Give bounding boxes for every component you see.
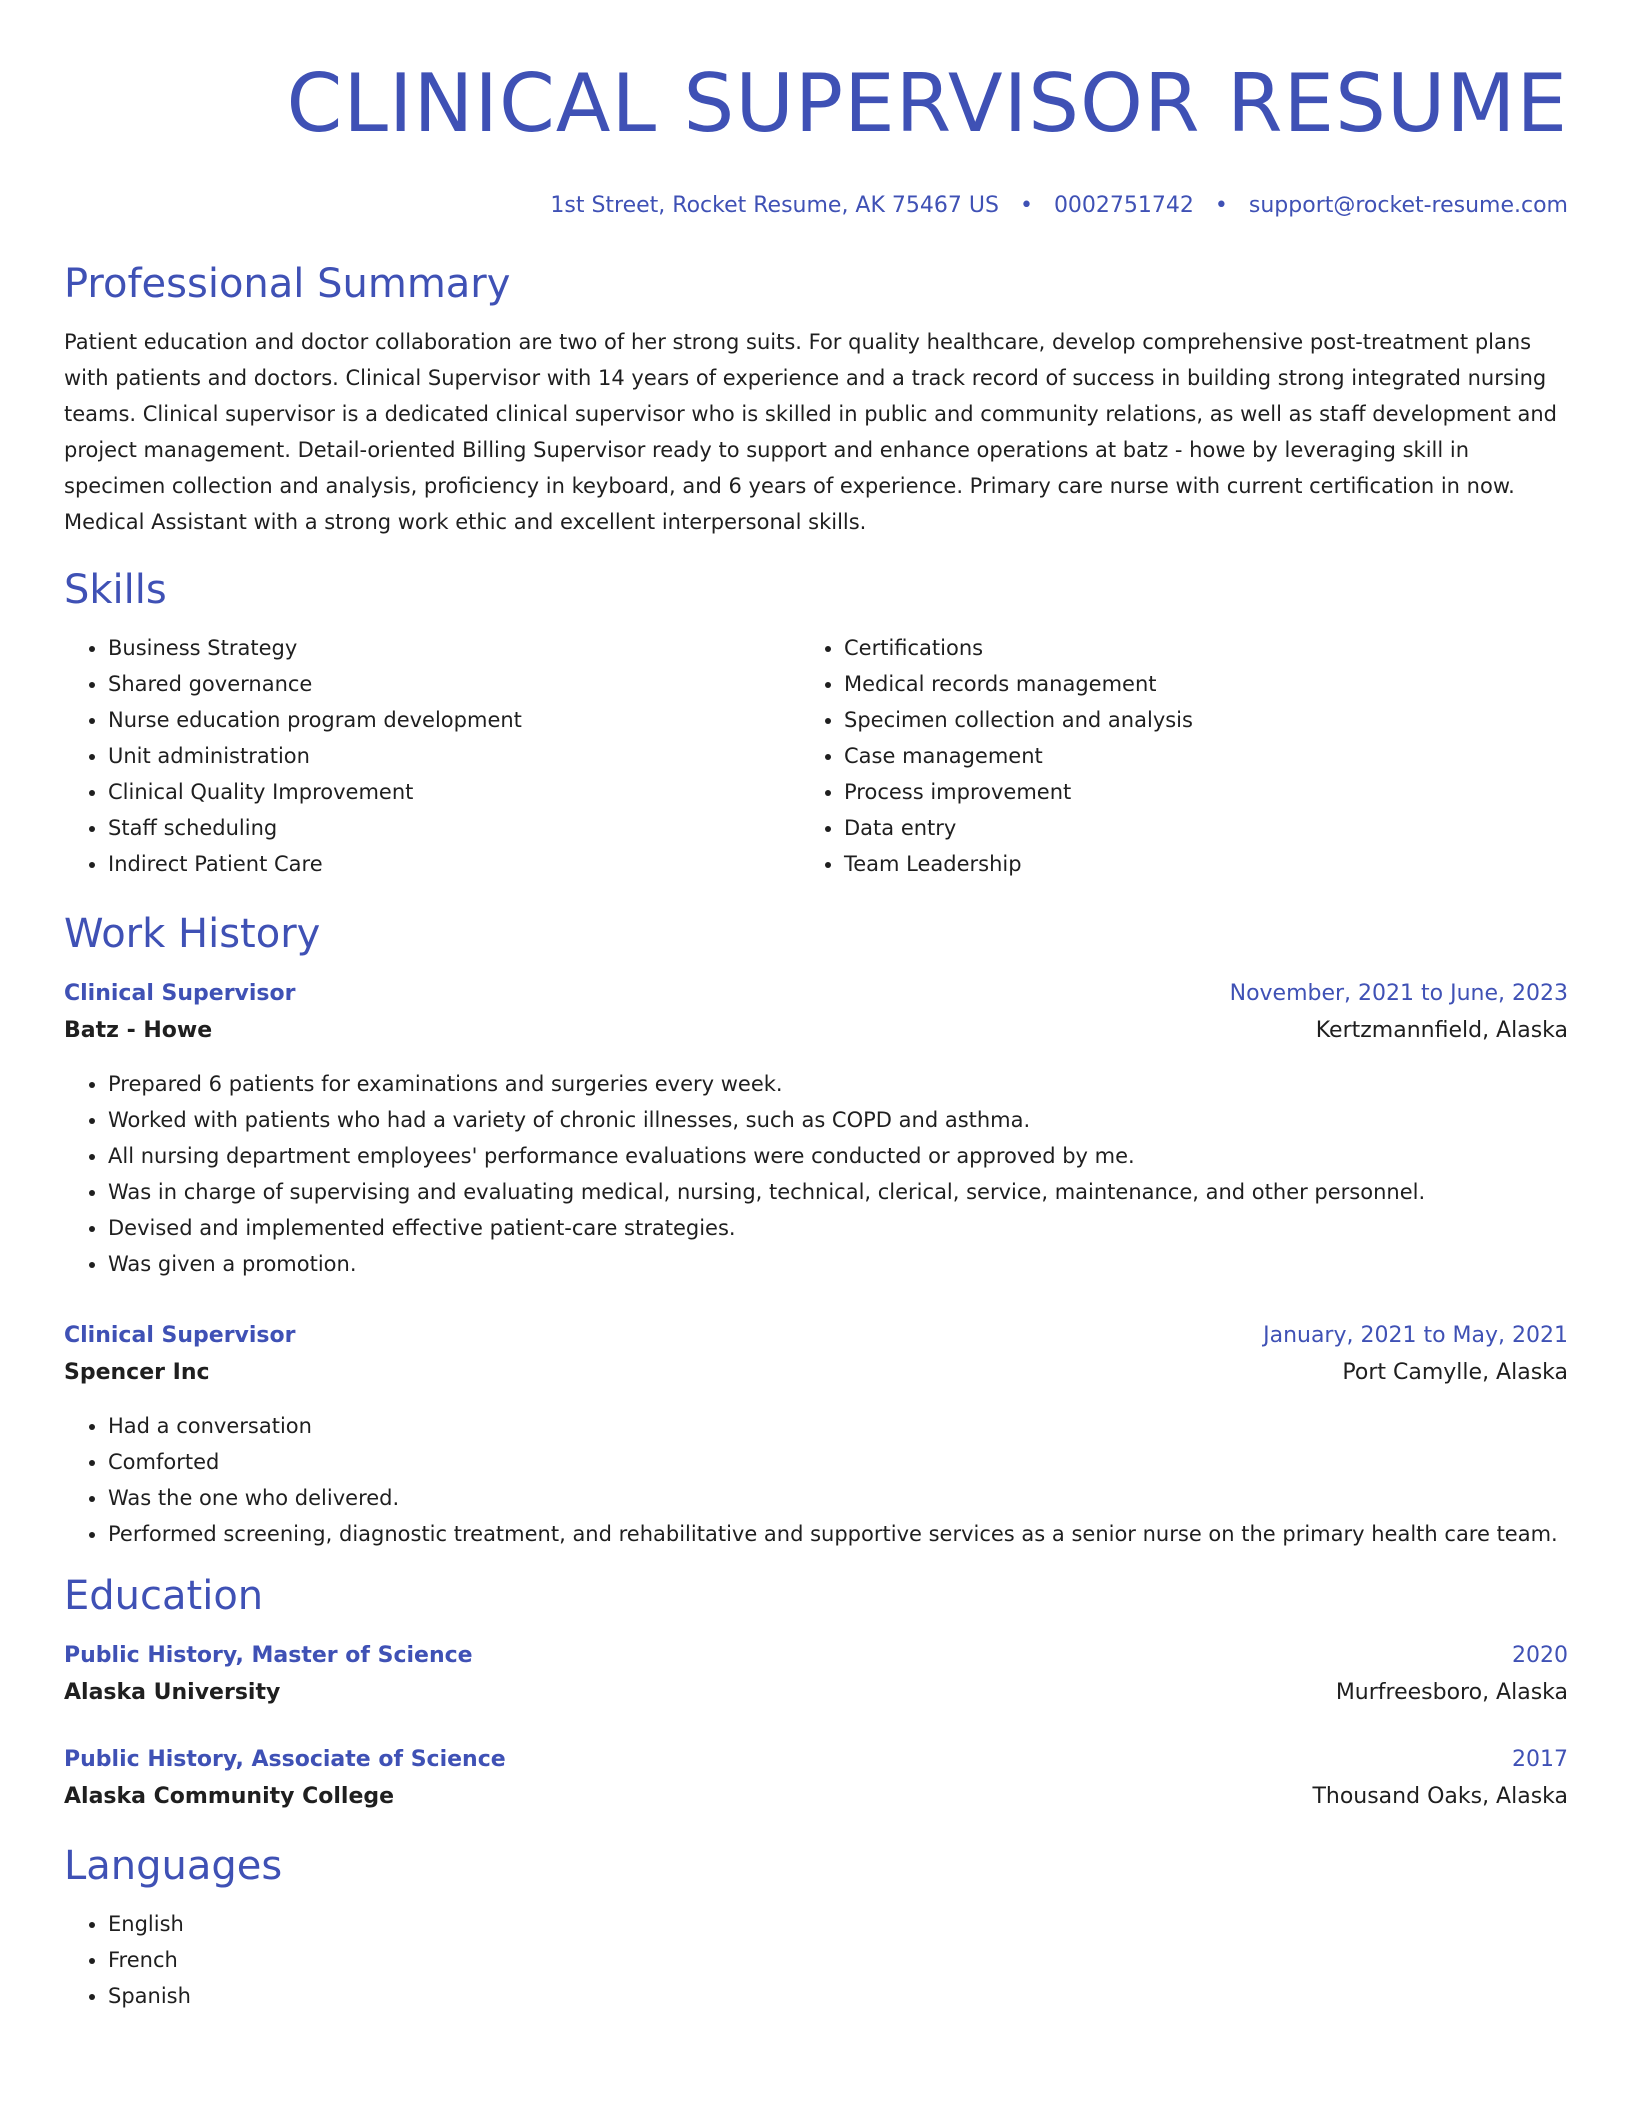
languages-list — [64, 1906, 1568, 2014]
skill-item: • Certifications — [844, 630, 1536, 666]
work-history-section — [64, 910, 1568, 1552]
job-duty: • Performed screening, diagnostic treatment, and rehabilitative and supportive services as a senior nurse on the primary health care team. — [108, 1516, 1568, 1552]
skills-list-left — [64, 630, 800, 882]
education-location: Thousand Oaks, Alaska — [1312, 1784, 1568, 1809]
skills-grid — [64, 630, 1568, 882]
skill-item: • Process improvement — [844, 774, 1536, 810]
education-location: Murfreesboro, Alaska — [1335, 1680, 1568, 1705]
education-section — [64, 1572, 1568, 1816]
contact-separator: • — [1019, 193, 1033, 218]
job-duty: • Was in charge of supervising and evaluating medical, nursing, technical, clerical, service, maintenance, and other personnel. — [108, 1174, 1568, 1210]
summary-text: Patient education and doctor collaboration are two of her strong suits. For quality healthcare, develop comprehensive post-treatment plans with patients and doctors. Clinical Supervisor with 14 years of experience and a track record of success in building strong integrated nursing teams. Clinical supervisor is a dedicated clinical supervisor who is skilled in public and community relations, as well as staff development and project management. Detail-oriented Billing Supervisor ready to support and enhance operations at batz - howe by leveraging skill in specimen collection and analysis, proficiency in keyboard, and 6 years of experience. Primary care nurse with current certification in now. Medical Assistant with a strong work ethic and excellent interpersonal skills. — [64, 330, 1557, 534]
skill-item: • Shared governance — [108, 666, 800, 702]
job-dates: January, 2021 to May, 2021 — [1263, 1323, 1568, 1348]
skill-item: • Indirect Patient Care — [108, 846, 800, 882]
language-item: • French — [108, 1942, 1568, 1978]
skills-column-right — [800, 630, 1536, 882]
job-dates: November, 2021 to June, 2023 — [1229, 981, 1568, 1006]
contact-line — [64, 192, 1568, 220]
education-year: 2020 — [1512, 1643, 1568, 1668]
education-degree-row — [64, 1638, 1568, 1674]
section-heading-summary: Professional Summary — [64, 261, 511, 307]
job-employer-row — [64, 1354, 1568, 1392]
resume-header — [64, 0, 1568, 220]
section-heading-skills: Skills — [64, 567, 167, 613]
job-title-row — [64, 976, 1568, 1012]
skill-item: • Clinical Quality Improvement — [108, 774, 800, 810]
skill-item: • Staff scheduling — [108, 810, 800, 846]
job-duty: • Was the one who delivered. — [108, 1480, 1568, 1516]
skill-item: • Case management — [844, 738, 1536, 774]
skills-list-right — [800, 630, 1536, 882]
education-degree-row — [64, 1742, 1568, 1778]
education-school-row — [64, 1674, 1568, 1712]
education-school: Alaska University — [64, 1680, 281, 1705]
language-item: • English — [108, 1906, 1568, 1942]
job-duty: • All nursing department employees' performance evaluations were conducted or approved by me. — [108, 1138, 1568, 1174]
education-school: Alaska Community College — [64, 1784, 395, 1809]
contact-address: 1st Street, Rocket Resume, AK 75467 US — [550, 193, 999, 218]
resume-title: CLINICAL SUPERVISOR RESUME — [286, 57, 1568, 150]
skill-item: • Nurse education program development — [108, 702, 800, 738]
job-location: Kertzmannfield, Alaska — [1315, 1018, 1568, 1043]
job-duty: • Comforted — [108, 1444, 1568, 1480]
skill-item: • Business Strategy — [108, 630, 800, 666]
education-school-row — [64, 1778, 1568, 1816]
skills-column-left — [64, 630, 800, 882]
job-duties-list — [64, 1408, 1568, 1552]
education-year: 2017 — [1512, 1747, 1568, 1772]
contact-separator: • — [1214, 193, 1228, 218]
section-heading-work-history: Work History — [64, 911, 321, 957]
skill-item: • Data entry — [844, 810, 1536, 846]
skills-section — [64, 566, 1568, 882]
education-degree: Public History, Associate of Science — [64, 1747, 506, 1772]
skill-item: • Unit administration — [108, 738, 800, 774]
language-item: • Spanish — [108, 1978, 1568, 2014]
job-duty: • Was given a promotion. — [108, 1246, 1568, 1282]
job-duty: • Prepared 6 patients for examinations and surgeries every week. — [108, 1066, 1568, 1102]
contact-email: support@rocket-resume.com — [1248, 193, 1568, 218]
languages-section — [64, 1842, 1568, 2014]
job-entry — [64, 976, 1568, 1282]
job-title-row — [64, 1318, 1568, 1354]
job-employer-row — [64, 1012, 1568, 1050]
education-degree: Public History, Master of Science — [64, 1643, 473, 1668]
job-employer: Batz - Howe — [64, 1018, 213, 1043]
job-duty: • Devised and implemented effective patient-care strategies. — [108, 1210, 1568, 1246]
job-duty: • Had a conversation — [108, 1408, 1568, 1444]
skill-item: • Specimen collection and analysis — [844, 702, 1536, 738]
job-location: Port Camylle, Alaska — [1342, 1360, 1568, 1385]
job-title: Clinical Supervisor — [64, 1323, 296, 1348]
job-entry — [64, 1318, 1568, 1552]
section-heading-languages: Languages — [64, 1843, 283, 1889]
education-entry — [64, 1742, 1568, 1816]
skill-item: • Team Leadership — [844, 846, 1536, 882]
job-duty: • Worked with patients who had a variety of chronic illnesses, such as COPD and asthma. — [108, 1102, 1568, 1138]
education-entry — [64, 1638, 1568, 1712]
job-duties-list — [64, 1066, 1568, 1282]
section-heading-education: Education — [64, 1573, 264, 1619]
job-title: Clinical Supervisor — [64, 981, 296, 1006]
skill-item: • Medical records management — [844, 666, 1536, 702]
job-employer: Spencer Inc — [64, 1360, 210, 1385]
contact-phone: 0002751742 — [1053, 193, 1194, 218]
professional-summary-section — [64, 260, 1568, 540]
